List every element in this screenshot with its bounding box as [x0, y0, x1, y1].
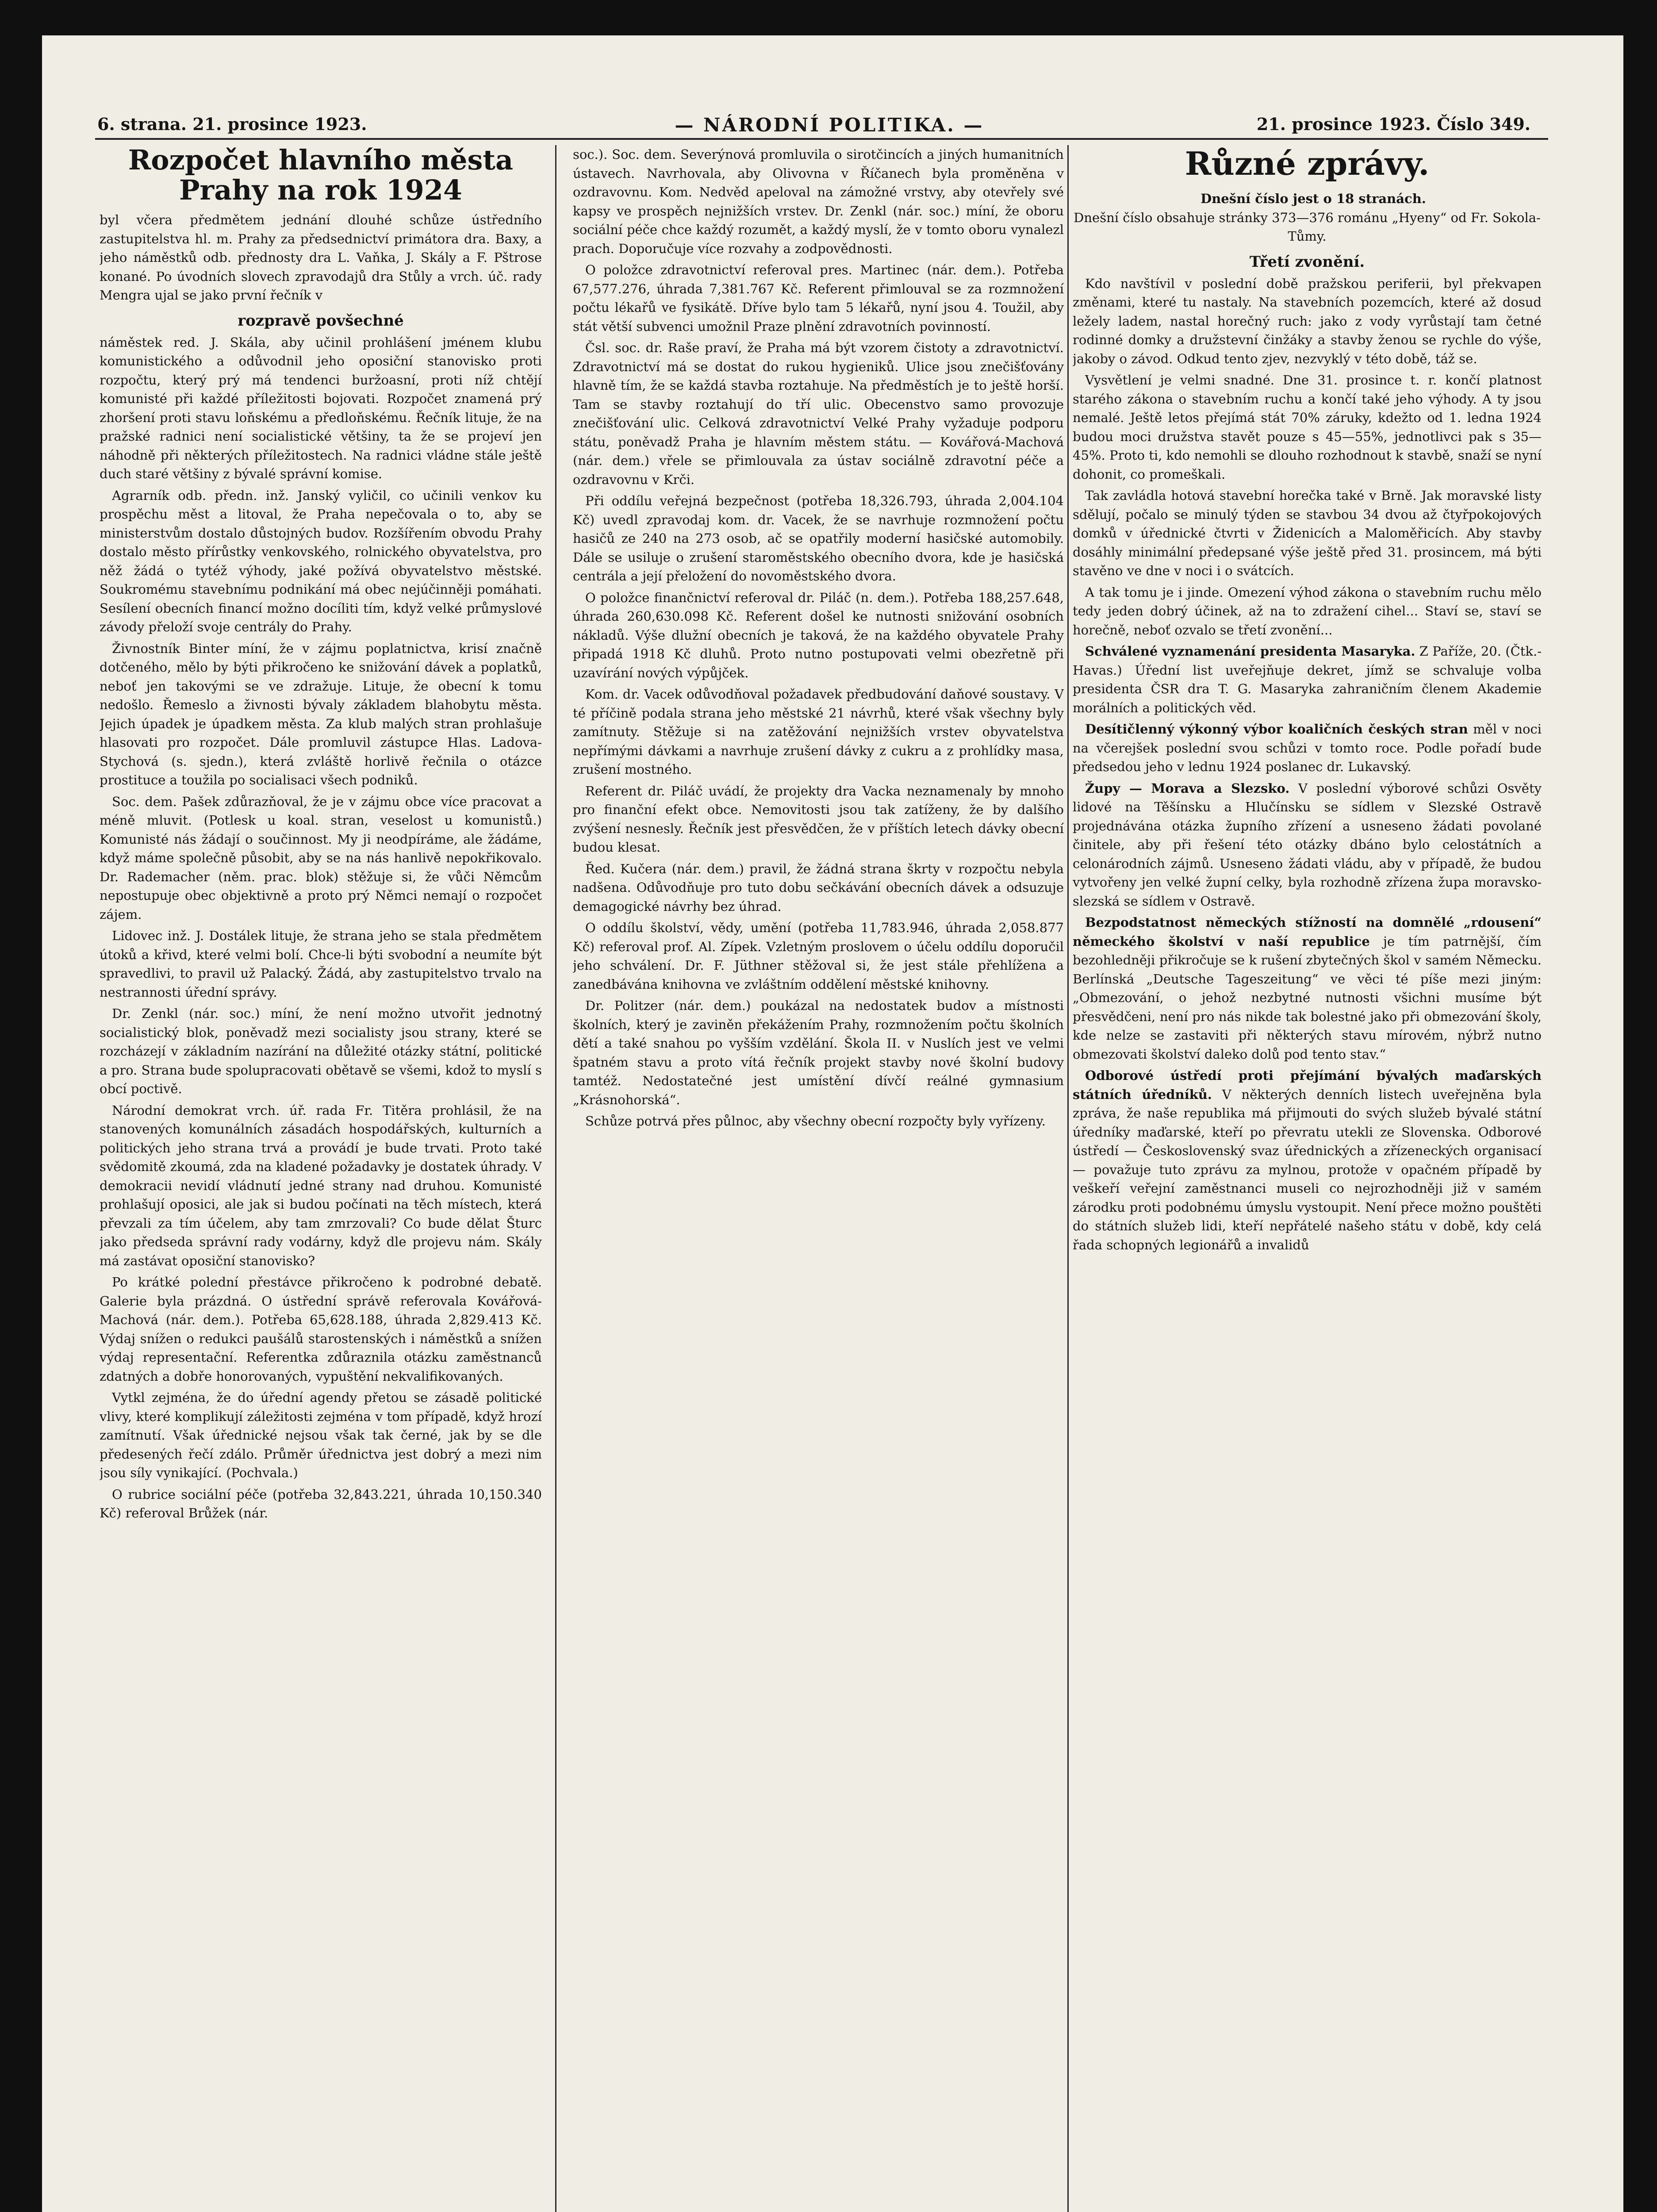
- column-budget-article: [100, 145, 542, 2212]
- issue-note: Dnešní číslo jest o 18 stranách.: [1201, 191, 1426, 206]
- article-subhead: Třetí zvonění.: [1249, 253, 1365, 271]
- news-item-title: Bezpodstatnost německých stížností na domnělé „rdousení“ německého školství v naší republice: [1073, 915, 1542, 949]
- article-paragraph: Soc. dem. Pašek zdůrazňoval, že je v zájmu obce více pracovat a méně mluvit. (Potlesk u koal. stran, veselost u komunistů.) Komunisté nás žádají o součinnost. My ji neodpíráme, ale žádáme, když máme společně působit, aby se na nás hanlivě nepokřikovalo. Dr. Rademacher (něm. prac. blok) stěžuje si, že vůči Němcům nepostupuje obec objektivně a proto prý Němci nemají o rozpočet zájem.: [100, 794, 542, 922]
- news-item-title: Župy — Morava a Slezsko.: [1085, 780, 1290, 796]
- article-headline: Rozpočet hlavního města Prahy na rok 1924: [128, 145, 514, 206]
- article-paragraph: Agrarník odb. předn. inž. Janský vyličil, co učinili venkov ku prospěchu měst a litoval, že Praha nepečovala o to, aby se ministerstvům dostalo důstojných budov. Rozšířením obvodu Prahy dostalo město přírůstky venkovského, rolnického obyvatelstva, pro něž žádá o tytéž výhody, jaké požívá obyvatelstvo městské. Soukromému stavebnímu podnikání má obec nejúčinněji pomáhati. Sesílení obecních financí možno docíliti tím, když velké průmyslové závody přeloží svoje centrály do Prahy.: [100, 488, 542, 634]
- header-rule: [95, 138, 1548, 140]
- article-paragraph: náměstek red. J. Skála, aby učinil prohlášení jménem klubu komunistického a odůvodnil jeho oposiční stanovisko proti rozpočtu, který prý má tendenci buržoasní, proti níž chtějí komunisté při každé příležitosti bojovati. Rozpočet znamená prý zhoršení proti stavu loňskému a předloňskému. Řečník lituje, že na pražské radnici není socialistické většiny, ta že se projeví jen náhodně při některých příležitostech. Na radnici vládne stále ještě duch staré většiny z bývalé správní komise.: [100, 334, 542, 481]
- masthead: — NÁRODNÍ POLITIKA. —: [675, 114, 984, 136]
- article-paragraph: Národní demokrat vrch. úř. rada Fr. Titěra prohlásil, že na stanovených komunálních zásadách hospodářských, kulturních a politických jeho strana trvá a provádí je bude trvati. Proto také svědomitě zkoumá, zda na kladené požadavky je dostatek úhrady. V demokracii nevidí vládnutí jedné strany nad druhou. Komunisté prohlašují oposici, ale jak si budou počínati na těch místech, která převzali za tím účelem, aby tam zmrzovali? Co bude dělat Šturc jako předseda správní rady vodárny, když dle projevu nám. Skály má zastávat oposiční stanovisko?: [100, 1102, 542, 1268]
- article-paragraph: O rubrice sociální péče (potřeba 32,843.221, úhrada 10,150.340 Kč) referoval Brůžek (nár.: [100, 1486, 542, 1521]
- news-item-title: Schválené vyznamenání presidenta Masaryka.: [1085, 644, 1415, 659]
- article-paragraph: Tak zavládla hotová stavební horečka také v Brně. Jak moravské listy sdělují, počalo se minulý týden se stavbou 34 dvou až čtyřpokojových domků v úřednické čtvrti v Židenicích a Maloměřicích. Aby stavby dosáhly minimální předepsané výše ještě před 31. prosincem, má býti stavěno ve dne v noci i o svátcích.: [1073, 488, 1542, 578]
- column-divider: [1067, 145, 1069, 2212]
- news-item: [1073, 642, 1542, 717]
- page-header-left: 6. strana. 21. prosince 1923.: [97, 114, 367, 134]
- article-paragraph: O položce zdravotnictví referoval pres. Martinec (nár. dem.). Potřeba 67,577.276, úhrada 7,381.767 Kč. Referent přimlouval se za rozmnožení počtu lékařů ve fysikátě. Dříve bylo tam 5 lékařů, nyní jsou 4. Toužil, aby stát větší subvenci umožnil Praze plnění zdravotních povinností.: [573, 262, 1064, 334]
- news-item-body: měl v noci na včerejšek poslední svou schůzi v tomto roce. Podle pořadí bude předsedou jeho v lednu 1924 poslanec dr. Lukavský.: [1073, 722, 1542, 774]
- news-item-title: Desítičlenný výkonný výbor koaličních českých stran: [1085, 722, 1468, 737]
- column-budget-continued: [573, 145, 1064, 2212]
- article-paragraph: Schůze potrvá přes půlnoc, aby všechny obecní rozpočty byly vyřízeny.: [585, 1114, 1046, 1129]
- article-paragraph: Lidovec inž. J. Dostálek lituje, že strana jeho se stala předmětem útoků a křivd, které velmi bolí. Chce-li býti svobodní a neumíte být spravedlivi, to pravil už Palacký. Žádá, aby zastupitelstvo trvalo na nestrannosti úřední správy.: [100, 928, 542, 1000]
- article-paragraph: Při oddílu veřejná bezpečnost (potřeba 18,326.793, úhrada 2,004.104 Kč) uvedl zpravodaj kom. dr. Vacek, že se navrhuje rozmnožení počtu hasičů ze 240 na 273 osob, ač se opatřily moderní hasičské automobily. Dále se usiluje o zrušení staroměstského obecního dvora, kde je hasičská centrála a její přeložení do novoměstského dvora.: [573, 493, 1064, 584]
- column-various-news: [1073, 145, 1542, 2212]
- article-subhead: rozpravě povšechné: [238, 311, 404, 330]
- article-paragraph: byl včera předmětem jednání dlouhé schůze ústředního zastupitelstva hl. m. Prahy za předsednictví primátora dra. Baxy, a jeho náměstků odb. přednosty dra L. Vaňka, J. Skály a F. Pštrose konané. Po úvodních slovech zpravodajů dra Stůly a vrch. úč. rady Mengra ujal se jako první řečník v: [100, 212, 542, 303]
- article-paragraph: Dr. Politzer (nár. dem.) poukázal na nedostatek budov a místnosti školních, který je zaviněn překážením Prahy, rozmnožením počtu školních dětí a také snahou po vyšším vzdělání. Škola II. v Nuslích jest ve velmi špatném stavu a proto vítá řečník projekt stavby nové školní budovy tamtéž. Nedostatečné jest umístění dívčí reálné gymnasium „Krásnohorská“.: [573, 998, 1064, 1107]
- news-item: [1073, 779, 1542, 911]
- article-paragraph: Kom. dr. Vacek odůvodňoval požadavek předbudování daňové soustavy. V té příčině podala strana jeho městské 21 návrhů, které však všechny byly zamítnuty. Stěžuje si na zatěžování nejnižších vrstev obyvatelstva nepřímými dávkami a navrhuje zrušení dávky z cukru a z prohlídky masa, zrušení mostného.: [573, 687, 1064, 777]
- news-item-body: V poslední výborové schůzi Osvěty lidové na Těšínsku a Hlučínsku se sídlem v Slezské Ostravě projednávána otázka župního zřízení a usneseno žádati povolané činitele, aby při řešení této otázky dbáno bylo celostátních a celonárodních zájmů. Usneseno žádati vládu, aby v případě, že budou vytvořeny jen velké župní celky, byla rozhodně zřízena župa moravsko-slezská se sídlem v Ostravě.: [1073, 780, 1542, 909]
- article-paragraph: A tak tomu je i jinde. Omezení výhod zákona o stavebním ruchu mělo tedy jeden dobrý účinek, až na to zdražení cihel... Staví se, staví se horečně, neboť ozvalo se třetí zvonění...: [1073, 584, 1542, 637]
- news-item-body: je tím patrnější, čím bezohledněji přikročuje se k rušení zbytečných škol v samém Německu. Berlínská „Deutsche Tageszeitung“ ve věci té píše mezi jiným: „Obmezování, o jehož nezbytné nutnosti všichni musíme být přesvědčeni, není pro nás nikde tak bolestné jako při obmezování školy, kde nelze se zastaviti při některých stavu mírovém, nýbrž nutno obmezovati školství daleko dolů pod tento stav.“: [1073, 933, 1542, 1062]
- section-headline: Různé zprávy.: [1185, 145, 1430, 182]
- article-paragraph: O oddílu školství, vědy, umění (potřeba 11,783.946, úhrada 2,058.877 Kč) referoval prof. Al. Zípek. Vzletným proslovem o účelu oddílu doporučil jeho schválení. Dr. F. Jüthner stěžoval si, že jest stále přehlížena a zanedbávána knihovna ve zvláštním oddělení městské knihovny.: [573, 920, 1064, 992]
- article-paragraph: Živnostník Binter míní, že v zájmu poplatnictva, krisí značně dotčeného, mělo by býti přikročeno ke snižování dávek a poplatků, neboť jen takovými se ve zdražuje. Lituje, že obecní k tomu nedošlo. Řemeslo a živnosti bývaly základem blahobytu města. Jejich úpadek je úpadkem města. Za klub malých stran prohlašuje hlasovati pro rozpočet. Dále promluvil zástupce Hlas. Ladova-Stychová (s. sjedn.), která zvláště horlivě řečnila o otázce prostituce a toužila po socialisaci všech podniků.: [100, 641, 542, 787]
- issue-note-novel: Dnešní číslo obsahuje stránky 373—376 románu „Hyeny“ od Fr. Sokola-Tůmy.: [1074, 210, 1541, 244]
- news-item-body: V některých denních listech uveřejněna byla zpráva, že naše republika má přijmouti do svých služeb bývalé státní úředníky maďarské, kteří po převratu utekli ze Slovenska. Odborové ústředí — Československý svaz úřednických a zřízeneckých organisací — považuje tuto zprávu za mylnou, protože v opačném případě by veškeří veřejní zaměstnanci museli co nejrozhodněji již v samém zárodku proti podobnému úmyslu vystoupit. Není přece možno pouštěti do státních služeb lidi, kteří nepřátelé našeho státu v době, kdy celá řada schopných legionářů a invalidů: [1073, 1087, 1542, 1252]
- article-paragraph: Po krátké polední přestávce přikročeno k podrobné debatě. Galerie byla prázdná. O ústřední správě referovala Kovářová-Machová (nár. dem.). Potřeba 65,628.188, úhrada 2,829.413 Kč. Výdaj snížen o redukci paušálů starostenských i náměstků a snížen výdaj representační. Referentka zdůraznila otázku zaměstnanců zdatných a dobře honorovaných, vypuštění nekvalifikovaných.: [100, 1275, 542, 1384]
- article-paragraph: Vysvětlení je velmi snadné. Dne 31. prosince t. r. končí platnost starého zákona o stavebním ruchu a končí také jeho výhody. A ty jsou nemalé. Ještě letos přejímá stát 70% záruky, kdežto od 1. ledna 1924 budou moci družstva stavět pouze s 45—55%, jednotlivci pak s 35—45%. Proto ti, kdo nemohli se dlouho rozhodnout k stavbě, snaží se nyní dohonit, co promeškali.: [1073, 373, 1542, 482]
- article-paragraph: Vytkl zejména, že do úřední agendy přetou se zásadě politické vlivy, které komplikují záležitosti zejména v tom případě, když hrozí zamítnutí. Však úřednické nejsou však tak černé, jak by se dle předesených řečí zdálo. Průměr úřednictva jest dobrý a mezi nim jsou síly vynikající. (Pochvala.): [100, 1390, 542, 1480]
- news-item: [1073, 720, 1542, 776]
- news-item: [1073, 1066, 1542, 1254]
- article-paragraph: O položce finančnictví referoval dr. Piláč (n. dem.). Potřeba 188,257.648, úhrada 260,630.098 Kč. Referent došel ke nutnosti snižování osobních nákladů. Výše dlužní obecních je taková, že na každého obyvatele Prahy připadá 1918 Kč dluhů. Proto nutno postupovati velmi obezřetně při uzavírání nových výpůjček.: [573, 590, 1064, 680]
- column-divider: [555, 145, 556, 2212]
- news-item-body: Z Paříže, 20. (Čtk.-Havas.) Úřední list uveřejňuje dekret, jímž se schvaluje volba presidenta ČSR dra T. G. Masaryka zahraničním členem Akademie morálních a politických věd.: [1073, 644, 1542, 715]
- article-paragraph: Dr. Zenkl (nár. soc.) míní, že není možno utvořit jednotný socialistický blok, poněvadž mezi socialisty jsou strany, které se rozcházejí v základním nazírání na důležité otázky státní, politické a pro. Strana bude spolupracovati obětavě se všemi, kdož to myslí s obcí poctivě.: [100, 1006, 542, 1096]
- article-paragraph: Kdo navštívil v poslední době pražskou periferii, byl překvapen změnami, které tu nastaly. Na stavebních pozemcích, které až dosud ležely ladem, nastal horečný ruch: jako z vody vyrůstají tam četné rodinné domky a družstevní činžáky a stavby ženou se rychle do výše, jakoby o závod. Odkud tento zjev, nezvyklý v této době, táž se.: [1073, 276, 1542, 366]
- article-paragraph: soc.). Soc. dem. Severýnová promluvila o sirotčincích a jiných humanitních ústavech. Navrhovala, aby Olivovna v Říčanech byla proměněna v ozdravovnu. Kom. Nedvěd apeloval na zámožné vrstvy, aby otevřely své kapsy ve prospěch nejnižších vrstev. Dr. Zenkl (nár. soc.) míní, že oboru sociální péče chce každý rozumět, a každý myslí, že v tomto oboru vynalezl prach. Doporučuje více rozvahy a zodpovědnosti.: [573, 147, 1064, 256]
- article-paragraph: Referent dr. Piláč uvádí, že projekty dra Vacka neznamenaly by mnoho pro finanční efekt obce. Nemovitosti jsou tak zatíženy, že by dalšího zvýšení nesnesly. Řečník jest přesvědčen, že v příštích letech dávky obecní budou klesat.: [573, 783, 1064, 855]
- article-paragraph: Řed. Kučera (nár. dem.) pravil, že žádná strana škrty v rozpočtu nebyla nadšena. Odůvodňuje pro tuto dobu sečkávání obecních dávek a odsuzuje demagogické návrhy bez úhrad.: [573, 861, 1064, 914]
- news-item: [1073, 913, 1542, 1064]
- page-header-right: 21. prosince 1923. Číslo 349.: [1256, 114, 1530, 134]
- article-paragraph: Čsl. soc. dr. Raše praví, že Praha má být vzorem čistoty a zdravotnictví. Zdravotnictví má se dostat do rukou hygieniků. Ulice jsou znečišťovány hlavně tím, že se každá stavba roztahuje. Na předměstích je to ještě horší. Tam se stavby roztahují do tří ulic. Obecenstvo samo provozuje znečišťování ulic. Celková zdravotnictví Velké Prahy vyžaduje podporu státu, poněvadž Praha je hlavním městem státu. — Kovářová-Machová (nár. dem.) vřele se přimlouvala za ústav sociálně zdravotní péče a ozdravovnu v Krči.: [573, 340, 1064, 487]
- news-item-title: Odborové ústředí proti přejímání bývalých maďarských státních úředníků.: [1073, 1068, 1542, 1102]
- newspaper-page: [42, 35, 1623, 2212]
